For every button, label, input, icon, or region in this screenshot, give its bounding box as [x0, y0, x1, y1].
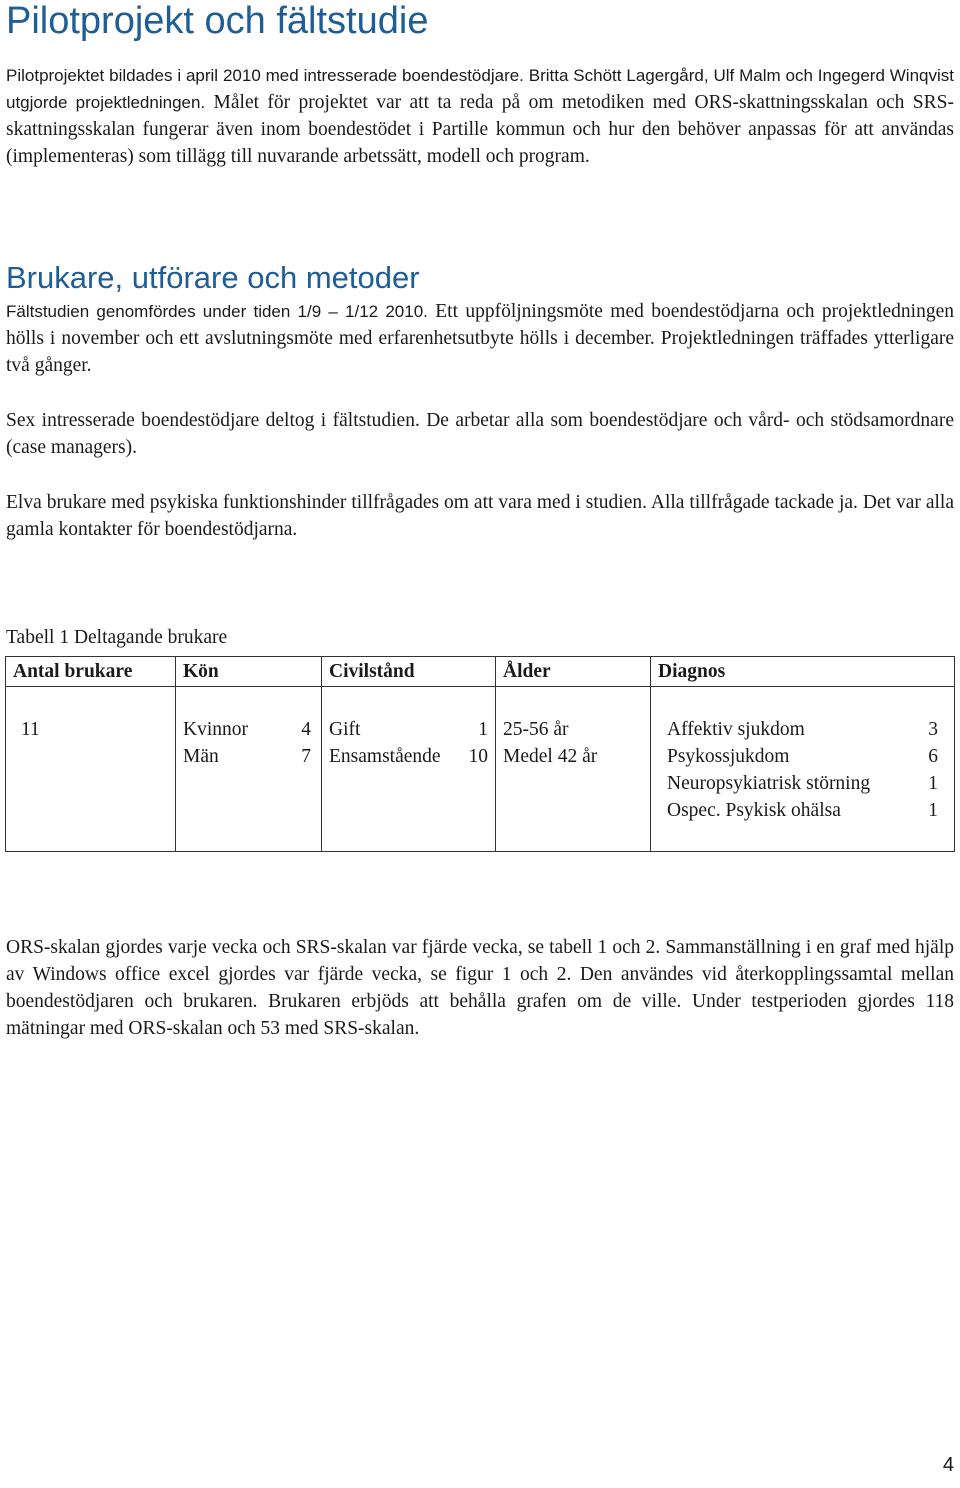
cell-antal-brukare: 11: [21, 719, 40, 740]
column-divider: [175, 657, 176, 851]
fieldstudy-rest-text: Ett uppföljningsmöte med boendestödjarna och projektledningen hölls i november och ett avslutningsmöte med erfarenhetsutbyte hölls i december. Projektledningen träffades ytterligare två gånger.: [6, 301, 955, 376]
ors-paragraph: ORS-skalan gjordes varje vecka och SRS-skalan var fjärde vecka, se tabell 1 och 2. Sammanställning i en graf med hjälp av Windows office excel gjordes var fjärde vecka, se figur 1 och 2. Den användes vid återkopplingssamtal mellan boendestödjaren och brukaren. Brukaren erbjöds att behålla grafen om de ville. Under testperioden gjordes 118 mätningar med ORS-skalan och 53 med SRS-skalan.: [6, 937, 954, 1039]
cell-alder-mean: Medel 42 år: [503, 746, 598, 767]
page-number: 4: [942, 1454, 954, 1476]
cell-kon-label: Kvinnor: [183, 719, 248, 740]
cell-civilstand-count: 10: [468, 746, 488, 767]
header-alder: Ålder: [503, 661, 551, 682]
cell-alder-range: 25-56 år: [503, 719, 569, 740]
fieldstudy-lead-text: Fältstudien genomfördes under tiden 1/9 – 1/12 2010.: [6, 302, 428, 321]
header-kon: Kön: [183, 661, 219, 682]
fieldstudy-paragraph: [6, 298, 954, 379]
table-caption: Tabell 1 Deltagande brukare: [6, 627, 228, 648]
cell-diagnos-label: Neuropsykiatrisk störning: [667, 773, 871, 794]
participants-paragraph: Sex intresserade boendestödjare deltog i fältstudien. De arbetar alla som boendestödjare och vård- och stödsamordnare (case managers).: [6, 410, 954, 458]
intro-paragraph: [6, 62, 954, 170]
section-heading: Brukare, utförare och metoder: [6, 260, 420, 295]
cell-diagnos-count: 3: [928, 719, 938, 740]
participants-table: [5, 656, 955, 852]
cell-diagnos-label: Psykossjukdom: [667, 746, 790, 767]
cell-civilstand-label: Ensamstående: [329, 746, 441, 767]
column-divider: [650, 657, 651, 851]
header-civilstand: Civilstånd: [329, 661, 415, 682]
cell-civilstand-label: Gift: [329, 719, 361, 740]
intro-rest-text: Målet för projektet var att ta reda på om metodiken med ORS-skattningsskalan och SRS-skattningsskalan fungerar även inom boendestödet i Partille kommun och hur den behöver anpassas för att användas (implementeras) som tillägg till nuvarande arbetssätt, modell och program.: [6, 92, 954, 167]
cell-diagnos-count: 1: [928, 800, 938, 821]
header-diagnos: Diagnos: [658, 661, 726, 682]
cell-diagnos-label: Affektiv sjukdom: [667, 719, 805, 740]
header-antal-brukare: Antal brukare: [13, 661, 133, 682]
column-divider: [495, 657, 496, 851]
cell-kon-label: Män: [183, 746, 219, 767]
column-divider: [321, 657, 322, 851]
cell-diagnos-count: 6: [928, 746, 938, 767]
cell-kon-count: 7: [301, 746, 311, 767]
cell-diagnos-count: 1: [928, 773, 938, 794]
cell-diagnos-label: Ospec. Psykisk ohälsa: [667, 800, 841, 821]
intro-lead-text: Pilotprojektet bildades i april 2010 med intresserade boendestödjare. Britta Schött Lagergård, Ulf Malm och Ingegerd Winqvist utgjorde projektledningen.: [6, 66, 954, 112]
table-header-divider: [6, 686, 954, 687]
clients-paragraph: Elva brukare med psykiska funktionshinder tillfrågades om att vara med i studien. Alla tillfrågade tackade ja. Det var alla gamla kontakter för boendestödjarna.: [6, 492, 954, 540]
cell-kon-count: 4: [301, 719, 311, 740]
page-title: Pilotprojekt och fältstudie: [6, 0, 429, 42]
cell-civilstand-count: 1: [478, 719, 488, 740]
